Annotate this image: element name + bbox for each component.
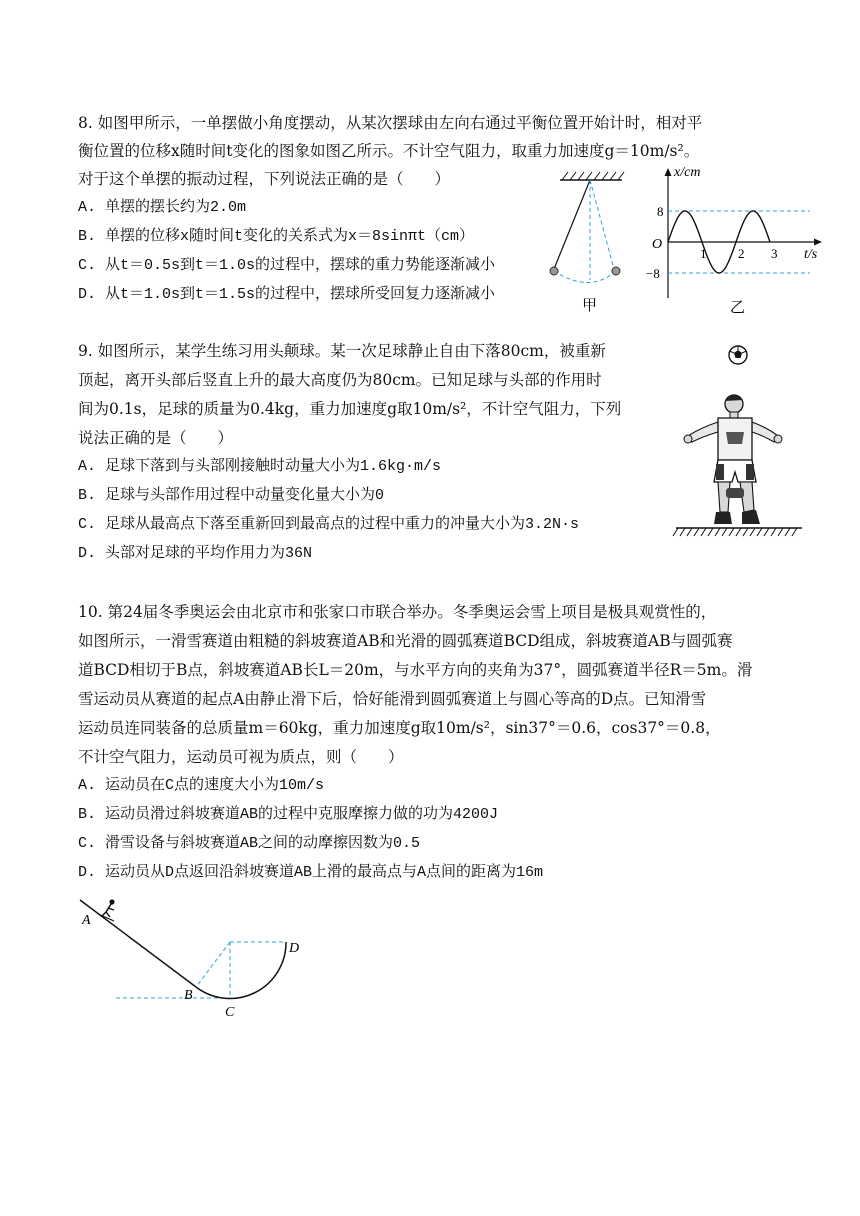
x-tick-1: 1	[700, 246, 707, 261]
student-icon	[684, 395, 782, 524]
q10-option-d: D. 运动员从D点返回沿斜坡赛道AB上滑的最高点与A点间的距离为16m	[78, 864, 544, 881]
q10-stem-line2: 如图所示，一滑雪赛道由粗糙的斜坡赛道AB和光滑的圆弧赛道BCD组成，斜坡赛道AB与圆弧赛	[78, 632, 733, 650]
point-d-label: D	[289, 941, 300, 956]
q10-option-a: A. 运动员在C点的速度大小为10m/s	[78, 777, 325, 794]
x-tick-3: 3	[771, 246, 778, 261]
q10-stem-line1: 10. 第24届冬季奥运会由北京市和张家口市联合举办。冬季奥运会雪上项目是极具观赏性的，	[78, 603, 717, 621]
q10-stem-line4: 雪运动员从赛道的起点A由静止滑下后，恰好能滑到圆弧赛道上与圆心等高的D点。已知滑雪	[78, 690, 707, 708]
x-axis-arrow	[814, 239, 822, 246]
q8-option-a: A. 单摆的摆长约为2.0m	[78, 199, 247, 216]
origin-label: O	[652, 237, 663, 252]
point-a-label: A	[82, 913, 91, 928]
q9-option-d: D. 头部对足球的平均作用力为36N	[78, 545, 313, 562]
q8-option-d: D. 从t＝1.0s到t＝1.5s的过程中，摆球所受回复力逐渐减小	[78, 286, 496, 303]
pendulum-figure	[540, 168, 640, 316]
ground-hatch	[673, 528, 802, 536]
q10-stem-line3: 道BCD相切于B点，斜坡赛道AB长L＝20m，与水平方向的夹角为37°，圆弧赛道半径R＝5m。滑	[78, 661, 753, 679]
q9-stem-line2: 顶起，离开头部后竖直上升的最大高度仍为80cm。已知足球与头部的作用时	[78, 371, 602, 389]
y-tick-neg8: −8	[646, 266, 660, 281]
q8-option-c: C. 从t＝0.5s到t＝1.0s的过程中，摆球的重力势能逐渐减小	[78, 257, 496, 274]
q10-option-c: C. 滑雪设备与斜坡赛道AB之间的动摩擦因数为0.5	[78, 835, 421, 852]
q8-stem-line2: 衡位置的位移x随时间t变化的图象如图乙所示。不计空气阻力，取重力加速度g＝10m/s²。	[78, 142, 700, 160]
q9-option-b: B. 足球与头部作用过程中动量变化量大小为0	[78, 487, 385, 504]
pendulum-string	[554, 180, 590, 269]
point-c-label: C	[225, 1005, 235, 1020]
fig-label-jia: 甲	[582, 298, 598, 314]
q10-stem-line5: 运动员连同装备的总质量m＝60kg，重力加速度g取10m/s²，sin37°＝0.6，cos37°＝0.8，	[78, 719, 721, 737]
right-extreme-line	[590, 180, 614, 269]
q8-option-b: B. 单摆的位移x随时间t变化的关系式为x＝8sinπt（cm）	[78, 228, 475, 245]
pendulum-bob-right	[612, 267, 620, 275]
q8-stem-line3: 对于这个单摆的振动过程，下列说法正确的是（ ）	[78, 170, 451, 188]
radius-to-b-dashed	[196, 942, 230, 987]
arc-bcd	[196, 942, 286, 999]
q10-stem-line6: 不计空气阻力，运动员可视为质点，则（ ）	[78, 748, 404, 766]
q9-option-a: A. 足球下落到与头部刚接触时动量大小为1.6kg·m/s	[78, 458, 442, 475]
q9-stem-line3: 间为0.1s，足球的质量为0.4kg，重力加速度g取10m/s²，不计空气阻力，下列	[78, 400, 622, 418]
y-axis-arrow	[665, 168, 672, 176]
fig-label-yi: 乙	[730, 300, 746, 316]
xt-graph	[640, 162, 830, 316]
ski-track-figure	[72, 888, 322, 1028]
soccer-ball-icon	[729, 346, 747, 364]
q10-option-b: B. 运动员滑过斜坡赛道AB的过程中克服摩擦力做的功为4200J	[78, 806, 499, 823]
heading-ball-figure	[672, 340, 806, 542]
q9-stem-line1: 9. 如图所示，某学生练习用头颠球。某一次足球静止自由下落80cm，被重新	[78, 342, 606, 360]
slope-ab	[80, 900, 196, 987]
point-b-label: B	[184, 988, 193, 1003]
pendulum-bob-left	[550, 267, 558, 275]
x-tick-2: 2	[738, 246, 745, 261]
q8-stem-line1: 8. 如图甲所示，一单摆做小角度摆动，从某次摆球由左向右通过平衡位置开始计时，相对平	[78, 114, 703, 132]
q9-option-c: C. 足球从最高点下落至重新回到最高点的过程中重力的冲量大小为3.2N·s	[78, 516, 580, 533]
ceiling-hatch	[560, 172, 624, 180]
x-axis-label: t/s	[804, 247, 818, 262]
skier-icon	[98, 899, 115, 921]
swing-arc	[554, 271, 616, 283]
y-axis-label: x/cm	[674, 165, 701, 180]
y-tick-8: 8	[657, 204, 664, 219]
q9-stem-line4: 说法正确的是（ ）	[78, 429, 234, 447]
